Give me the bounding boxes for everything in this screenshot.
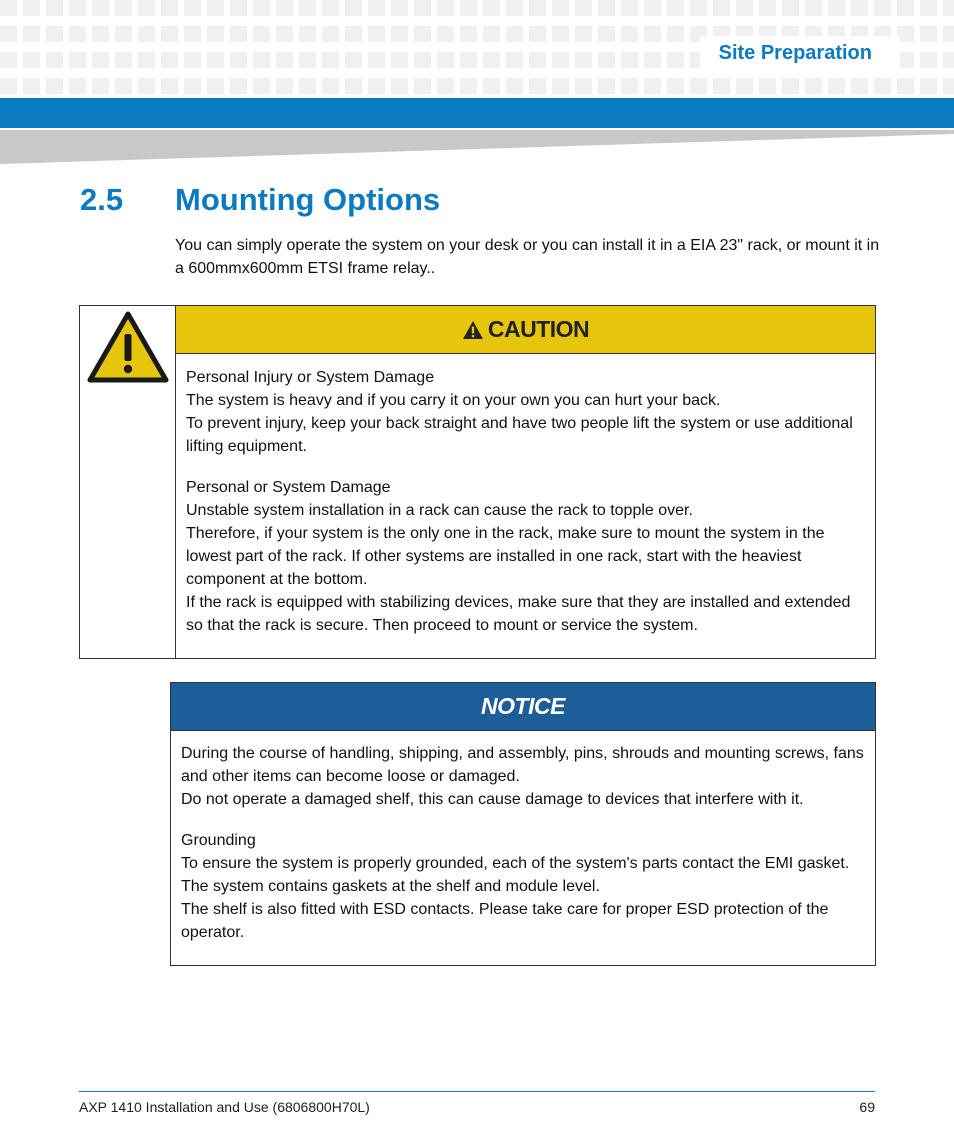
notice-line: Do not operate a damaged shelf, this can cause damage to devices that interfere with it. bbox=[181, 791, 804, 808]
footer-page-number: 69 bbox=[859, 1099, 875, 1115]
notice-label: NOTICE bbox=[481, 693, 565, 719]
running-header-title: Site Preparation bbox=[718, 42, 872, 64]
notice-line: During the course of handling, shipping, and assembly, pins, shrouds and mounting screws, fans and other items can become loose or damaged. bbox=[181, 745, 864, 785]
caution-body bbox=[186, 366, 868, 655]
caution-line: If the rack is equipped with stabilizing devices, make sure that they are installed and extended so that the rack is secure. Then proceed to mount or service the system. bbox=[186, 594, 851, 634]
footer-document-title: AXP 1410 Installation and Use (6806800H70L) bbox=[79, 1099, 370, 1115]
caution-header bbox=[176, 306, 875, 354]
caution-paragraph bbox=[186, 476, 868, 637]
notice-body bbox=[181, 742, 869, 962]
header-band bbox=[0, 98, 954, 128]
caution-box bbox=[79, 305, 876, 659]
footer-rule bbox=[79, 1091, 875, 1092]
notice-line: To ensure the system is properly grounded, each of the system's parts contact the EMI gasket. The system contains gaskets at the shelf and module level. bbox=[181, 855, 850, 895]
notice-paragraph bbox=[181, 742, 869, 811]
notice-paragraph bbox=[181, 829, 869, 944]
warning-triangle-icon bbox=[86, 310, 170, 384]
caution-line: The system is heavy and if you carry it on your own you can hurt your back. bbox=[186, 392, 721, 409]
caution-line: Unstable system installation in a rack can cause the rack to topple over. bbox=[186, 502, 693, 519]
section-number: 2.5 bbox=[80, 182, 124, 217]
notice-line: The shelf is also fitted with ESD contacts. Please take care for proper ESD protection of the operator. bbox=[181, 901, 829, 941]
warning-small-icon bbox=[462, 320, 484, 340]
caution-icon-cell bbox=[80, 306, 176, 658]
header-wedge bbox=[0, 130, 954, 164]
caution-line: Personal Injury or System Damage bbox=[186, 369, 435, 386]
caution-label: CAUTION bbox=[487, 316, 590, 342]
intro-paragraph: You can simply operate the system on your desk or you can install it in a EIA 23" rack, or mount it in a 600mmx600mm ETSI frame relay.. bbox=[175, 237, 880, 277]
section-title: Mounting Options bbox=[175, 182, 441, 217]
caution-line: To prevent injury, keep your back straight and have two people lift the system or use additional lifting equipment. bbox=[186, 415, 853, 455]
notice-header bbox=[171, 683, 875, 731]
notice-box bbox=[170, 682, 876, 966]
caution-line: Personal or System Damage bbox=[186, 479, 391, 496]
notice-line: Grounding bbox=[181, 832, 256, 849]
caution-line: Therefore, if your system is the only one in the rack, make sure to mount the system in the lowest part of the rack. If other systems are installed in one rack, start with the heaviest component at the bottom. bbox=[186, 525, 825, 588]
caution-paragraph bbox=[186, 366, 868, 458]
